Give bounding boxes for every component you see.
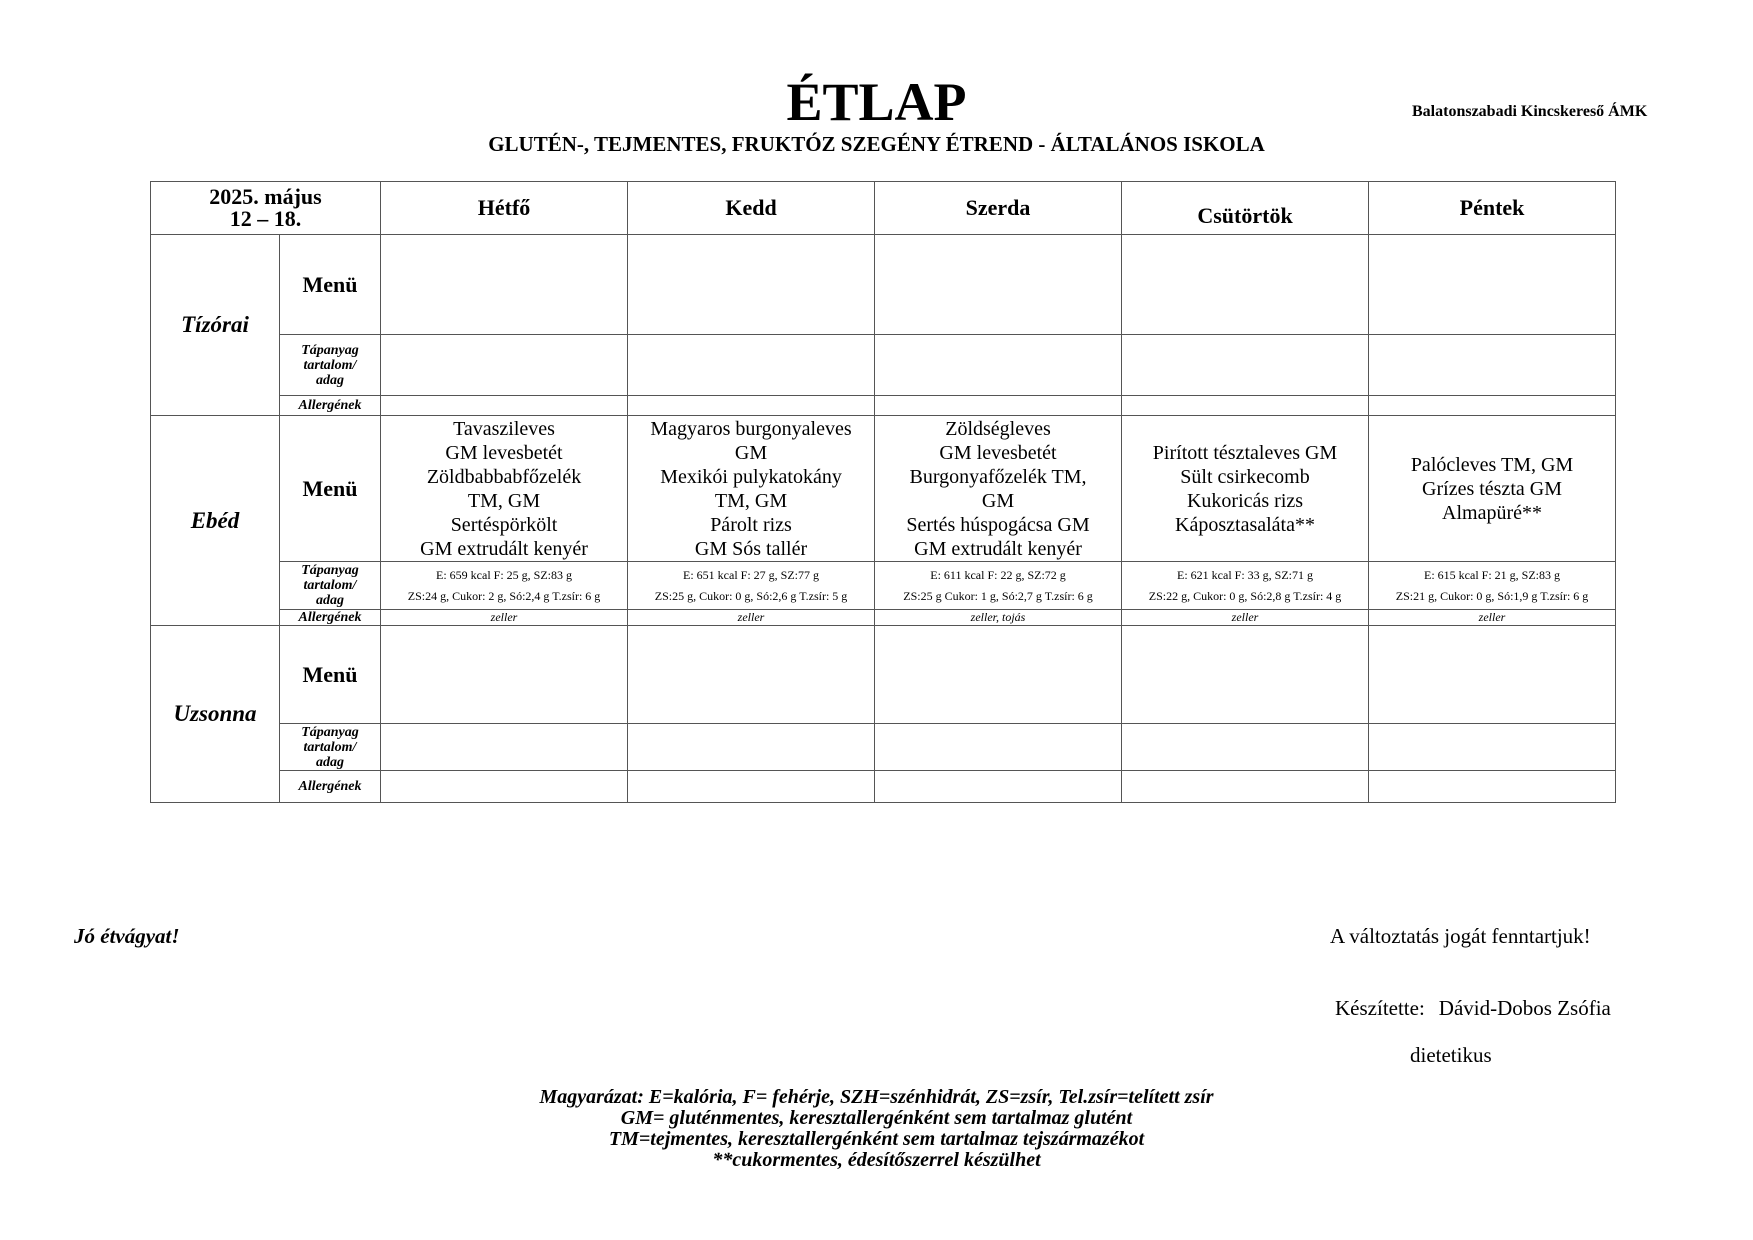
lunch-allergens-tuesday: zeller [628,610,875,626]
legend-line: Magyarázat: E=kalória, F= fehérje, SZH=szénhidrát, ZS=zsír, Tel.zsír=telített zsír [539,1086,1214,1108]
dish-line: GM [734,441,768,464]
lunch-menu-wednesday [875,416,1122,562]
dish-line: Sertés húspogácsa GM [906,513,1090,536]
allergen-cell [875,771,1122,803]
dish-line: Sertéspörkölt [450,513,558,536]
nutrition-line: ZS:25 g Cukor: 1 g, Só:2,7 g T.zsír: 6 g [903,588,1093,603]
allergen-cell [381,771,628,803]
menu-cell [1369,235,1616,335]
menu-cell [381,235,628,335]
dish-line: Zöldségleves [945,417,1051,440]
dish-line: Mexikói pulykatokány [660,465,842,488]
week-range: 12 – 18. [229,206,302,231]
row-label-nutrition [280,335,381,396]
allergen-cell [628,396,875,416]
allergen-cell [1369,771,1616,803]
dish-line: Pirított tésztaleves GM [1152,441,1338,464]
row-label-nutrition-line: adag [316,754,344,770]
row-label-allergens: Allergének [280,610,381,626]
dish-line: Magyaros burgonyaleves [650,417,852,440]
dish-line: Burgonyafőzelék TM, [909,465,1087,488]
weekly-menu-table [150,181,1616,803]
menu-cell [628,626,875,724]
dish-line: Zöldbabbabfőzelék [426,465,582,488]
lunch-menu-thursday [1122,416,1369,562]
allergen-cell [628,771,875,803]
ebed-menu-row [151,416,1616,562]
lunch-nutrition-wednesday [875,562,1122,610]
nutrition-cell [628,724,875,771]
lunch-menu-monday [381,416,628,562]
dish-line: GM levesbetét [939,441,1057,464]
row-label-nutrition-line: adag [316,593,344,608]
author-name: Dávid-Dobos Zsófia [1438,996,1611,1020]
lunch-allergens-friday: zeller [1369,610,1616,626]
tizorai-allergen-row [151,396,1616,416]
meal-label-tizorai: Tízórai [151,235,280,416]
row-label-nutrition-line: tartalom/ [303,739,357,755]
legend [0,1087,1753,1171]
uzsonna-menu-row [151,626,1616,724]
dish-line: Sült csirkecomb [1180,465,1310,488]
dish-line: GM [981,489,1015,512]
row-label-nutrition-line: adag [316,372,344,388]
nutrition-line: E: 651 kcal F: 27 g, SZ:77 g [683,567,820,582]
lunch-nutrition-tuesday [628,562,875,610]
nutrition-cell [1369,724,1616,771]
day-header-tuesday: Kedd [628,182,875,235]
uzsonna-nutrition-row [151,724,1616,771]
dish-line: Almapüré** [1442,501,1542,524]
lunch-allergens-monday: zeller [381,610,628,626]
lunch-menu-friday [1369,416,1616,562]
author-role: dietetikus [1410,1043,1492,1067]
uzsonna-allergen-row [151,771,1616,803]
row-label-nutrition-line: Tápanyag [301,342,359,358]
nutrition-cell [1122,335,1369,396]
row-label-nutrition [280,724,381,771]
dish-line: GM levesbetét [445,441,563,464]
row-label-nutrition [280,562,381,610]
menu-cell [875,626,1122,724]
row-label-nutrition-line: Tápanyag [301,724,359,740]
nutrition-line: ZS:22 g, Cukor: 0 g, Só:2,8 g T.zsír: 4 g [1148,588,1342,603]
allergen-cell [1122,396,1369,416]
ebed-nutrition-row [151,562,1616,610]
organization-name: Balatonszabadi Kincskereső ÁMK [1412,103,1648,120]
nutrition-line: ZS:24 g, Cukor: 2 g, Só:2,4 g T.zsír: 6 g [407,588,601,603]
row-label-nutrition-line: tartalom/ [303,578,357,593]
menu-cell [1122,235,1369,335]
dish-line: Káposztasaláta** [1175,513,1315,536]
dish-line: Tavaszileves [453,417,555,440]
tizorai-nutrition-row [151,335,1616,396]
nutrition-cell [381,724,628,771]
menu-cell [628,235,875,335]
dish-line: TM, GM [467,489,541,512]
dish-line: GM Sós tallér [694,537,808,560]
row-label-menu: Menü [280,626,381,724]
nutrition-cell [381,335,628,396]
row-label-menu: Menü [280,235,381,335]
lunch-allergens-thursday: zeller [1122,610,1369,626]
nutrition-line: ZS:21 g, Cukor: 0 g, Só:1,9 g T.zsír: 6 g [1395,588,1589,603]
allergen-cell [1369,396,1616,416]
allergen-cell [1122,771,1369,803]
row-label-allergens: Allergének [280,771,381,803]
menu-cell [1369,626,1616,724]
dish-line: Grízes tészta GM [1422,477,1562,500]
day-header-friday: Péntek [1369,182,1616,235]
dish-line: Palócleves TM, GM [1410,453,1574,476]
menu-cell [875,235,1122,335]
author-label: Készítette: [1335,996,1425,1020]
dish-line: Párolt rizs [710,513,792,536]
meal-label-uzsonna: Uzsonna [151,626,280,803]
nutrition-cell [875,335,1122,396]
ebed-allergen-row [151,610,1616,626]
lunch-nutrition-thursday [1122,562,1369,610]
row-label-nutrition-line: Tápanyag [301,563,359,578]
lunch-nutrition-friday [1369,562,1616,610]
tizorai-menu-row [151,235,1616,335]
legend-line: **cukormentes, édesítőszerrel készülhet [712,1149,1041,1171]
dish-line: TM, GM [714,489,788,512]
nutrition-line: E: 659 kcal F: 25 g, SZ:83 g [436,567,573,582]
dish-line: GM extrudált kenyér [914,537,1082,560]
row-label-allergens: Allergének [280,396,381,416]
nutrition-cell [1122,724,1369,771]
nutrition-cell [1369,335,1616,396]
nutrition-cell [875,724,1122,771]
dish-line: GM extrudált kenyér [420,537,588,560]
meal-label-ebed: Ebéd [151,416,280,626]
legend-line: TM=tejmentes, keresztallergénként sem tartalmaz tejszármazékot [608,1128,1145,1150]
week-date-cell [151,182,381,235]
reservation-notice: A változtatás jogát fenntartjuk! [1330,924,1591,948]
menu-cell [381,626,628,724]
row-label-menu: Menü [280,416,381,562]
allergen-cell [875,396,1122,416]
dish-line: Kukoricás rizs [1186,489,1304,512]
week-month: 2025. május [209,184,322,209]
legend-line: GM= gluténmentes, keresztallergénként sem tartalmaz glutént [620,1107,1133,1129]
day-header-monday: Hétfő [381,182,628,235]
header-row [151,182,1616,235]
allergen-cell [381,396,628,416]
day-header-thursday: Csütörtök [1122,182,1369,235]
greeting-text: Jó étvágyat! [74,924,180,948]
lunch-nutrition-monday [381,562,628,610]
page-title: ÉTLAP [786,72,967,132]
row-label-nutrition-line: tartalom/ [303,357,357,373]
nutrition-line: E: 615 kcal F: 21 g, SZ:83 g [1424,567,1561,582]
day-header-wednesday: Szerda [875,182,1122,235]
nutrition-line: E: 611 kcal F: 22 g, SZ:72 g [930,567,1066,582]
author-line [1335,996,1611,1021]
lunch-allergens-wednesday: zeller, tojás [875,610,1122,626]
menu-cell [1122,626,1369,724]
lunch-menu-tuesday [628,416,875,562]
page-subtitle: GLUTÉN-, TEJMENTES, FRUKTÓZ SZEGÉNY ÉTREND - ÁLTALÁNOS ISKOLA [488,132,1265,156]
nutrition-line: E: 621 kcal F: 33 g, SZ:71 g [1177,567,1314,582]
nutrition-cell [628,335,875,396]
nutrition-line: ZS:25 g, Cukor: 0 g, Só:2,6 g T.zsír: 5 g [654,588,848,603]
